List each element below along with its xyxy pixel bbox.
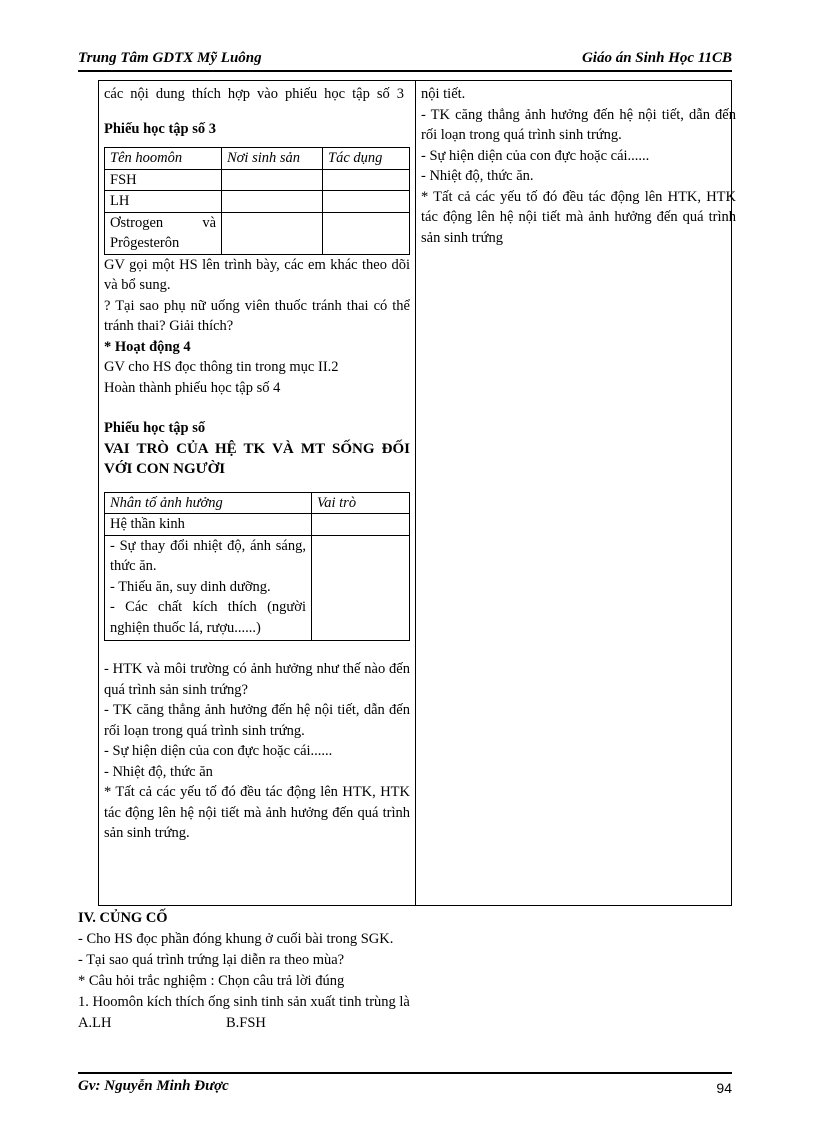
table-row	[105, 148, 410, 170]
answer: * Tất cả các yếu tố đó đều tác động lên HTK, HTK tác động lên hệ nội tiết mà ảnh hưởng đến quá trình sản sinh trứng	[421, 188, 736, 246]
col-hormone: Tên hoomôn	[105, 148, 222, 170]
paragraph: GV cho HS đọc thông tin trong mục II.2	[104, 359, 339, 375]
option-a: A.LH	[78, 1015, 112, 1031]
page-footer	[78, 1072, 732, 1096]
cell-factors	[105, 535, 312, 641]
answer: * Tất cả các yếu tố đó đều tác động lên HTK, HTK tác động lên hệ nội tiết mà ảnh hưởng đến quá trình sản sinh trứng.	[104, 784, 410, 841]
answer: - TK căng thẳng ảnh hưởng đến hệ nội tiết, dẫn đến rối loạn trong quá trình sinh trứng.	[421, 106, 736, 143]
answer-options	[78, 1013, 732, 1034]
footer-teacher: Gv: Nguyễn Minh Được	[78, 1078, 229, 1094]
section-line: - Tại sao quá trình trứng lại diễn ra theo mùa?	[78, 952, 345, 968]
page-header	[78, 48, 732, 72]
answer: nội tiết.	[421, 86, 466, 102]
consolidation-section	[78, 908, 732, 1034]
factor-item: - Sự thay đổi nhiệt độ, ánh sáng, thức ăn.	[110, 537, 306, 574]
header-subject: Giáo án Sinh Học 11CB	[581, 50, 732, 66]
col-origin: Nơi sinh sản	[222, 148, 323, 170]
worksheet-4-table	[104, 492, 410, 642]
paragraph: GV gọi một HS lên trình bày, các em khác theo dõi và bổ sung.	[104, 256, 410, 293]
col-effect: Tác dụng	[323, 148, 410, 170]
table-row	[105, 191, 410, 213]
lesson-table	[98, 80, 736, 906]
cell-lh: LH	[105, 191, 222, 213]
cell-fsh: FSH	[105, 169, 222, 191]
answer: - Sự hiện diện của con đực hoặc cái......	[104, 743, 333, 759]
sheet4-heading: VAI TRÒ CỦA HỆ TK VÀ MT SỐNG ĐỐI VỚI CON NGƯỜI	[104, 440, 410, 477]
option-b: B.FSH	[226, 1015, 266, 1031]
teacher-column	[99, 81, 416, 905]
col-role: Vai trò	[312, 492, 410, 514]
section-line: - Cho HS đọc phần đóng khung ở cuối bài trong SGK.	[78, 931, 394, 947]
answer: - Nhiệt độ, thức ăn	[104, 763, 213, 780]
factor-item: - Thiếu ăn, suy dinh dưỡng.	[110, 578, 271, 595]
section-title: IV. CỦNG CỐ	[78, 910, 168, 926]
sheet3-title: Phiếu học tập số 3	[104, 120, 216, 137]
answer: - Nhiệt độ, thức ăn.	[421, 168, 534, 184]
factor-item: - Các chất kích thích (người nghiện thuốc lá, rượu......)	[110, 599, 306, 636]
student-column	[416, 81, 741, 248]
answer: - TK căng thẳng ảnh hưởng đến hệ nội tiết, dẫn đến rối loạn trong quá trình sinh trứng.	[104, 702, 410, 739]
answer: - Sự hiện diện của con đực hoặc cái......	[421, 147, 650, 164]
section-line: 1. Hoomôn kích thích ống sinh tinh sản xuất tinh trùng là	[78, 994, 410, 1010]
paragraph: Hoàn thành phiếu học tập số 4	[104, 379, 281, 396]
question: - HTK và môi trường có ảnh hưởng như thế nào đến quá trình sản sinh trứng?	[104, 661, 410, 698]
page-number: 94	[716, 1080, 732, 1096]
table-row	[105, 212, 410, 254]
header-school: Trung Tâm GDTX Mỹ Luông	[78, 50, 262, 66]
cell-estrogen: Ơstrogen và Prôgesterôn	[105, 212, 222, 254]
table-row	[105, 169, 410, 191]
cell-nervous-system: Hệ thần kinh	[105, 514, 312, 536]
intro-text: các nội dung thích hợp vào phiếu học tập số 3	[104, 86, 404, 102]
sheet4-title: Phiếu học tập số	[104, 420, 206, 436]
question: ? Tại sao phụ nữ uống viên thuốc tránh thai có thể tránh thai? Giải thích?	[104, 297, 410, 334]
table-row	[105, 492, 410, 514]
col-factor: Nhân tố ảnh hưởng	[105, 492, 312, 514]
table-row	[105, 514, 410, 536]
activity-4-title: * Hoạt động 4	[104, 338, 191, 355]
table-row	[105, 535, 410, 641]
worksheet-3-table	[104, 147, 410, 255]
section-line: * Câu hỏi trắc nghiệm : Chọn câu trả lời đúng	[78, 973, 345, 989]
